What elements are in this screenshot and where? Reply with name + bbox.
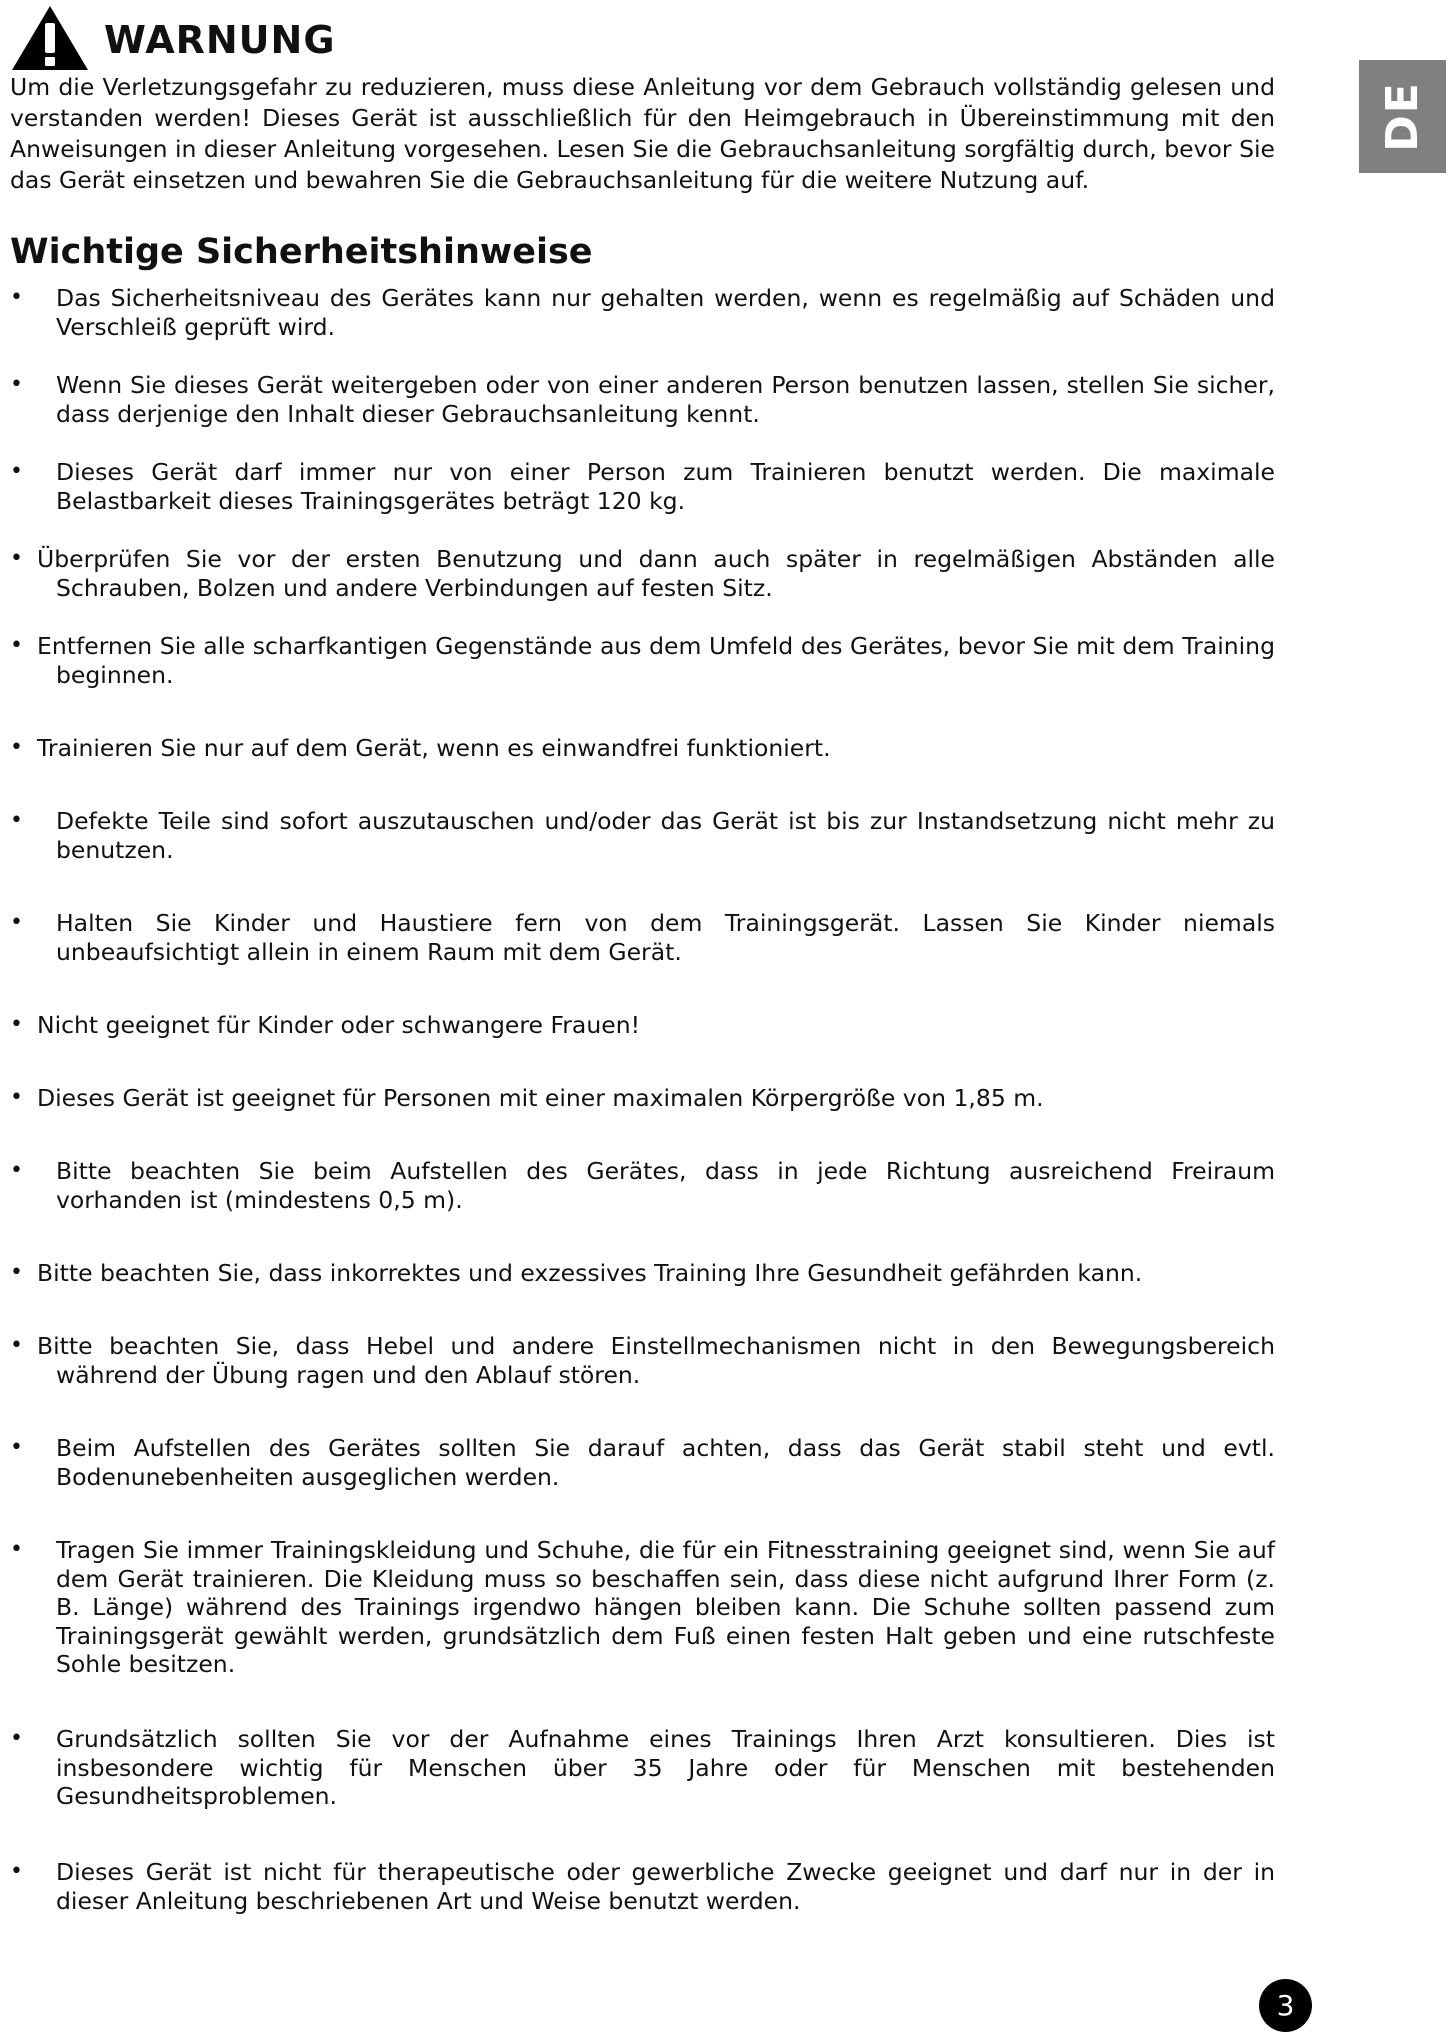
list-item-text: Bitte beachten Sie, dass inkorrektes und exzessives Training Ihre Gesundheit gefährden kann. bbox=[37, 1259, 1143, 1287]
bullet-icon: • bbox=[10, 546, 23, 571]
bullet-icon: • bbox=[10, 372, 23, 397]
bullet-icon: • bbox=[10, 735, 23, 760]
bullet-icon: • bbox=[10, 1859, 23, 1884]
list-item bbox=[10, 545, 1275, 602]
list-item-text: Defekte Teile sind sofort auszutauschen und/oder das Gerät ist bis zur Instandsetzung nicht mehr zu benutzen. bbox=[56, 807, 1275, 864]
bullet-icon: • bbox=[10, 1726, 23, 1751]
list-item-text: Nicht geeignet für Kinder oder schwangere Frauen! bbox=[37, 1011, 641, 1039]
list-item bbox=[10, 909, 1275, 966]
list-item-text: Dieses Gerät ist geeignet für Personen mit einer maximalen Körpergröße von 1,85 m. bbox=[37, 1084, 1044, 1112]
warning-header bbox=[10, 4, 336, 72]
warning-title: WARNUNG bbox=[104, 18, 336, 62]
list-item-text: Dieses Gerät darf immer nur von einer Person zum Trainieren benutzt werden. Die maximale Belastbarkeit dieses Trainingsgerätes beträgt 120 kg. bbox=[56, 458, 1275, 515]
section-title: Wichtige Sicherheitshinweise bbox=[10, 232, 593, 272]
bullet-icon: • bbox=[10, 1537, 23, 1562]
list-item-text: Trainieren Sie nur auf dem Gerät, wenn es einwandfrei funktioniert. bbox=[37, 734, 831, 762]
list-item-text: Bitte beachten Sie, dass Hebel und andere Einstellmechanismen nicht in den Bewegungsbereich während der Übung ragen und den Ablauf stören. bbox=[37, 1332, 1275, 1389]
bullet-icon: • bbox=[10, 1260, 23, 1285]
list-item-text: Dieses Gerät ist nicht für therapeutische oder gewerbliche Zwecke geeignet und darf nur in der in dieser Anleitung beschriebenen Art und Weise benutzt werden. bbox=[56, 1858, 1275, 1915]
bullet-icon: • bbox=[10, 1333, 23, 1358]
language-tab bbox=[1359, 60, 1446, 173]
bullet-icon: • bbox=[10, 910, 23, 935]
list-item-text: Wenn Sie dieses Gerät weitergeben oder von einer anderen Person benutzen lassen, stellen Sie sicher, dass derjenige den Inhalt dieser Gebrauchsanleitung kennt. bbox=[56, 371, 1275, 428]
page-number: 3 bbox=[1259, 1979, 1312, 2032]
list-item-text: Tragen Sie immer Trainingskleidung und Schuhe, die für ein Fitnesstraining geeignet sind, wenn Sie auf dem Gerät trainieren. Die Kleidung muss so beschaffen sein, dass diese nicht aufgrund Ihrer Form (z. B. Länge) während des Trainings irgendwo hängen bleiben kann. Die Schuhe sollten passend zum Trainingsgerät gewählt werden, grundsätzlich dem Fuß einen festen Halt geben und eine rutschfeste Sohle besitzen. bbox=[56, 1536, 1275, 1678]
list-item bbox=[10, 1259, 1275, 1288]
list-item bbox=[10, 284, 1275, 341]
list-item bbox=[10, 1536, 1275, 1679]
list-item-text: Überprüfen Sie vor der ersten Benutzung und dann auch später in regelmäßigen Abständen alle Schrauben, Bolzen und andere Verbindungen auf festen Sitz. bbox=[37, 545, 1275, 602]
language-tab-label: DE bbox=[1377, 81, 1428, 152]
bullet-icon: • bbox=[10, 285, 23, 310]
list-item bbox=[10, 1725, 1275, 1811]
bullet-icon: • bbox=[10, 459, 23, 484]
list-item bbox=[10, 632, 1275, 689]
list-item-text: Das Sicherheitsniveau des Gerätes kann nur gehalten werden, wenn es regelmäßig auf Schäden und Verschleiß geprüft wird. bbox=[56, 284, 1275, 341]
bullet-icon: • bbox=[10, 1085, 23, 1110]
list-item-text: Bitte beachten Sie beim Aufstellen des Gerätes, dass in jede Richtung ausreichend Freiraum vorhanden ist (mindestens 0,5 m). bbox=[56, 1157, 1275, 1214]
list-item-text: Halten Sie Kinder und Haustiere fern von dem Trainingsgerät. Lassen Sie Kinder niemals unbeaufsichtigt allein in einem Raum mit dem Gerät. bbox=[56, 909, 1275, 966]
list-item-text: Grundsätzlich sollten Sie vor der Aufnahme eines Trainings Ihren Arzt konsultieren. Dies ist insbesondere wichtig für Menschen über 35 Jahre oder für Menschen mit bestehenden Gesundheitsproblemen. bbox=[56, 1725, 1275, 1810]
bullet-icon: • bbox=[10, 808, 23, 833]
list-item bbox=[10, 1011, 1275, 1040]
list-item bbox=[10, 734, 1275, 763]
list-item-text: Entfernen Sie alle scharfkantigen Gegenstände aus dem Umfeld des Gerätes, bevor Sie mit dem Training beginnen. bbox=[37, 632, 1275, 689]
bullet-icon: • bbox=[10, 1435, 23, 1460]
list-item bbox=[10, 458, 1275, 515]
list-item bbox=[10, 1084, 1275, 1113]
warning-text: Um die Verletzungsgefahr zu reduzieren, muss diese Anleitung vor dem Gebrauch vollständig gelesen und verstanden werden! Dieses Gerät ist ausschließlich für den Heimgebrauch in Übereinstimmung mit den Anweisungen in dieser Anleitung vorgesehen. Lesen Sie die Gebrauchsanleitung sorgfältig durch, bevor Sie das Gerät einsetzen und bewahren Sie die Gebrauchsanleitung für die weitere Nutzung auf. bbox=[10, 73, 1275, 194]
bullet-icon: • bbox=[10, 1158, 23, 1183]
list-item bbox=[10, 807, 1275, 864]
list-item bbox=[10, 1332, 1275, 1389]
bullet-icon: • bbox=[10, 633, 23, 658]
list-item bbox=[10, 1858, 1275, 1915]
warning-triangle-icon bbox=[10, 4, 90, 72]
bullet-icon: • bbox=[10, 1012, 23, 1037]
list-item bbox=[10, 1434, 1275, 1491]
list-item bbox=[10, 371, 1275, 428]
list-item bbox=[10, 1157, 1275, 1214]
list-item-text: Beim Aufstellen des Gerätes sollten Sie darauf achten, dass das Gerät stabil steht und evtl. Bodenunebenheiten ausgeglichen werden. bbox=[56, 1434, 1275, 1491]
